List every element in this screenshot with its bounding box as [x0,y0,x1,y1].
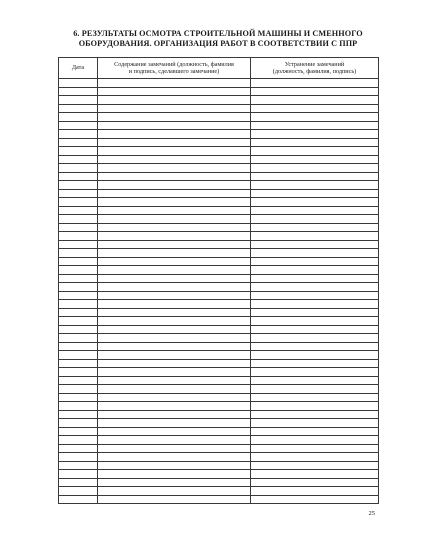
table-header-row [59,58,379,79]
table-row [59,223,379,232]
cell-resolution [251,79,379,88]
cell-date [59,495,98,504]
cell-resolution [251,470,379,479]
cell-date [59,478,98,487]
cell-date [59,393,98,402]
table-row [59,385,379,394]
cell-resolution [251,206,379,215]
cell-date [59,359,98,368]
cell-date [59,172,98,181]
cell-remarks [98,300,251,309]
table-row [59,266,379,275]
cell-remarks [98,385,251,394]
cell-date [59,470,98,479]
cell-remarks [98,461,251,470]
cell-date [59,334,98,343]
cell-resolution [251,257,379,266]
section-title [58,29,378,49]
cell-remarks [98,96,251,105]
column-header-remarks: Содержание замечаний (должность, фамилия и подпись, сделавшего замечание) [98,58,251,79]
table-row [59,300,379,309]
table-row [59,487,379,496]
cell-date [59,291,98,300]
cell-resolution [251,317,379,326]
cell-remarks [98,147,251,156]
cell-date [59,402,98,411]
inspection-results-table [58,57,379,504]
table-row [59,317,379,326]
cell-date [59,232,98,241]
table-row [59,164,379,173]
cell-resolution [251,478,379,487]
table-body [59,79,379,504]
cell-resolution [251,376,379,385]
cell-remarks [98,427,251,436]
cell-remarks [98,232,251,241]
cell-resolution [251,385,379,394]
table-row [59,427,379,436]
cell-remarks [98,470,251,479]
table-row [59,113,379,122]
cell-remarks [98,487,251,496]
cell-resolution [251,368,379,377]
cell-date [59,410,98,419]
table-row [59,206,379,215]
cell-resolution [251,351,379,360]
cell-date [59,121,98,130]
section-title-line-1: 6. РЕЗУЛЬТАТЫ ОСМОТРА СТРОИТЕЛЬНОЙ МАШИНЫ И СМЕННОГО [73,29,363,38]
cell-remarks [98,155,251,164]
cell-remarks [98,172,251,181]
cell-resolution [251,223,379,232]
table-row [59,478,379,487]
cell-remarks [98,198,251,207]
cell-date [59,147,98,156]
cell-remarks [98,257,251,266]
table-row [59,87,379,96]
cell-remarks [98,215,251,224]
table-row [59,325,379,334]
cell-resolution [251,461,379,470]
table-row [59,453,379,462]
cell-resolution [251,155,379,164]
cell-date [59,240,98,249]
cell-resolution [251,393,379,402]
cell-remarks [98,206,251,215]
cell-remarks [98,164,251,173]
cell-remarks [98,249,251,258]
cell-remarks [98,402,251,411]
cell-date [59,376,98,385]
cell-date [59,325,98,334]
cell-remarks [98,368,251,377]
table-row [59,181,379,190]
cell-date [59,283,98,292]
cell-date [59,308,98,317]
cell-remarks [98,351,251,360]
cell-date [59,206,98,215]
cell-date [59,164,98,173]
cell-resolution [251,487,379,496]
cell-resolution [251,359,379,368]
cell-remarks [98,266,251,275]
cell-date [59,138,98,147]
cell-remarks [98,419,251,428]
cell-date [59,385,98,394]
table-row [59,376,379,385]
cell-date [59,274,98,283]
cell-remarks [98,359,251,368]
cell-date [59,461,98,470]
cell-remarks [98,130,251,139]
cell-remarks [98,495,251,504]
cell-remarks [98,325,251,334]
table-row [59,172,379,181]
section-title-line-2: ОБОРУДОВАНИЯ. ОРГАНИЗАЦИЯ РАБОТ В СООТВЕТСТВИИ С ППР [78,39,358,48]
table-row [59,402,379,411]
cell-resolution [251,419,379,428]
table-row [59,410,379,419]
cell-resolution [251,113,379,122]
cell-remarks [98,79,251,88]
table-row [59,283,379,292]
cell-resolution [251,249,379,258]
cell-date [59,198,98,207]
cell-resolution [251,495,379,504]
cell-resolution [251,232,379,241]
cell-resolution [251,198,379,207]
cell-remarks [98,113,251,122]
table-row [59,351,379,360]
cell-resolution [251,189,379,198]
table-row [59,249,379,258]
cell-date [59,130,98,139]
table-row [59,342,379,351]
cell-resolution [251,130,379,139]
cell-resolution [251,402,379,411]
cell-date [59,96,98,105]
cell-date [59,351,98,360]
table-row [59,495,379,504]
cell-date [59,342,98,351]
table-row [59,368,379,377]
cell-date [59,189,98,198]
cell-remarks [98,376,251,385]
cell-resolution [251,164,379,173]
table-row [59,334,379,343]
cell-remarks [98,308,251,317]
cell-date [59,87,98,96]
cell-date [59,79,98,88]
cell-resolution [251,308,379,317]
cell-resolution [251,342,379,351]
table-row [59,436,379,445]
cell-resolution [251,444,379,453]
table-row [59,419,379,428]
cell-resolution [251,266,379,275]
page-number: 25 [368,510,375,517]
cell-date [59,266,98,275]
table-row [59,189,379,198]
cell-date [59,427,98,436]
cell-resolution [251,104,379,113]
cell-resolution [251,215,379,224]
cell-remarks [98,223,251,232]
cell-remarks [98,138,251,147]
table-row [59,104,379,113]
cell-date [59,104,98,113]
cell-date [59,215,98,224]
cell-date [59,155,98,164]
cell-resolution [251,291,379,300]
cell-date [59,444,98,453]
cell-resolution [251,172,379,181]
cell-remarks [98,444,251,453]
cell-resolution [251,453,379,462]
cell-resolution [251,325,379,334]
column-header-date: Дата [59,58,98,79]
cell-resolution [251,436,379,445]
cell-date [59,249,98,258]
cell-date [59,300,98,309]
cell-date [59,181,98,190]
cell-resolution [251,138,379,147]
cell-remarks [98,240,251,249]
cell-resolution [251,96,379,105]
cell-remarks [98,436,251,445]
cell-remarks [98,342,251,351]
cell-remarks [98,410,251,419]
cell-date [59,317,98,326]
table-row [59,232,379,241]
table-row [59,393,379,402]
cell-resolution [251,334,379,343]
table-row [59,308,379,317]
table-row [59,130,379,139]
cell-remarks [98,453,251,462]
table-row [59,444,379,453]
table-row [59,461,379,470]
table-row [59,215,379,224]
cell-remarks [98,121,251,130]
cell-resolution [251,427,379,436]
cell-resolution [251,274,379,283]
table-row [59,121,379,130]
cell-resolution [251,283,379,292]
cell-resolution [251,410,379,419]
cell-remarks [98,393,251,402]
table-row [59,257,379,266]
table-row [59,291,379,300]
table-row [59,147,379,156]
table-row [59,240,379,249]
cell-remarks [98,189,251,198]
cell-resolution [251,147,379,156]
cell-resolution [251,87,379,96]
table-row [59,79,379,88]
column-header-resolution: Устранение замечаний (должность, фамилия, подпись) [251,58,379,79]
cell-date [59,223,98,232]
cell-date [59,257,98,266]
table-row [59,198,379,207]
cell-remarks [98,181,251,190]
table-row [59,470,379,479]
table-row [59,155,379,164]
cell-date [59,436,98,445]
cell-date [59,453,98,462]
cell-remarks [98,291,251,300]
table-row [59,274,379,283]
table-row [59,359,379,368]
cell-date [59,368,98,377]
cell-remarks [98,274,251,283]
cell-resolution [251,300,379,309]
cell-date [59,487,98,496]
cell-remarks [98,334,251,343]
table-row [59,96,379,105]
cell-remarks [98,478,251,487]
table-row [59,138,379,147]
cell-resolution [251,240,379,249]
cell-date [59,419,98,428]
cell-date [59,113,98,122]
cell-resolution [251,121,379,130]
cell-resolution [251,181,379,190]
cell-remarks [98,283,251,292]
cell-remarks [98,87,251,96]
cell-remarks [98,104,251,113]
cell-remarks [98,317,251,326]
